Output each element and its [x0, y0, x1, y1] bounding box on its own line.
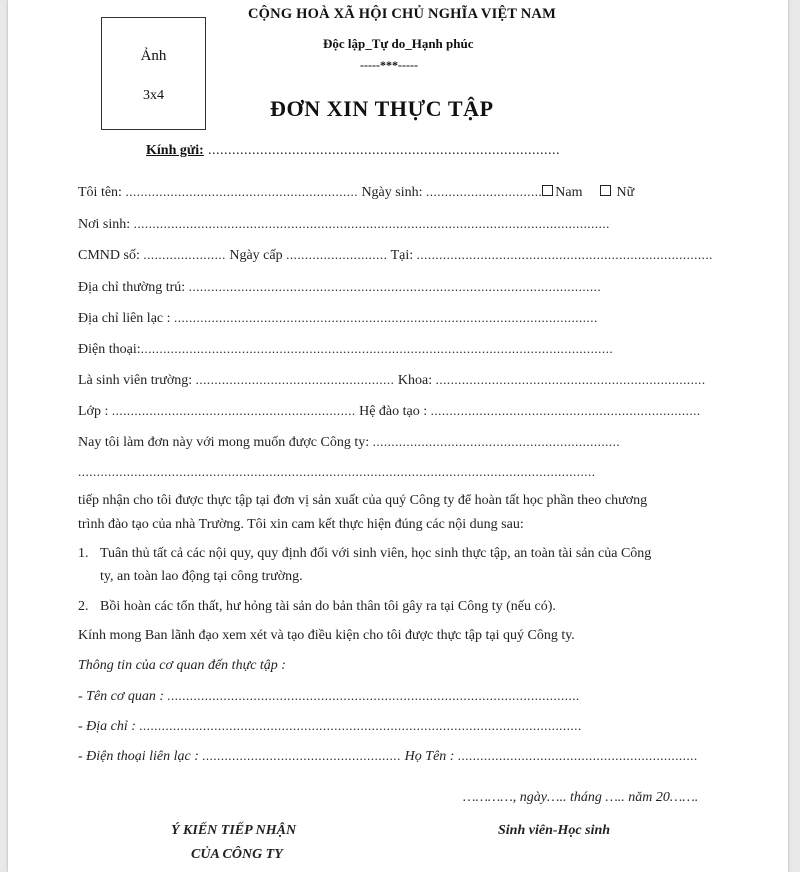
row-contact-address — [78, 310, 598, 327]
row-request — [78, 434, 620, 451]
issue-date-field: ........................... — [286, 247, 388, 262]
request-field: .................................................................. — [372, 434, 621, 449]
commitment-item-1-number: 1. — [78, 546, 89, 561]
photo-label: Ảnh — [140, 48, 167, 64]
program-field: ........................................................................ — [430, 403, 701, 418]
issue-place-label: Tại: — [390, 248, 414, 263]
birthplace-label: Nơi sinh: — [78, 217, 131, 232]
phone-label: Điện thoại: — [78, 342, 141, 357]
id-label: CMND số: — [78, 248, 140, 263]
faculty-label: Khoa: — [397, 373, 433, 388]
row-id-card — [78, 247, 713, 264]
issue-place-field: ............................................................................... — [416, 247, 713, 262]
birthplace-field: ............................................................................................................................... — [133, 216, 610, 231]
faculty-field: ........................................................................ — [435, 372, 706, 387]
closing-sentence: Kính mong Ban lãnh đạo xem xét và tạo điều kiện cho tôi được thực tập tại quý Công ty. — [78, 628, 575, 643]
agency-address-label: - Địa chỉ : — [78, 719, 136, 734]
recipient-label: Kính gửi: — [146, 143, 204, 158]
name-label: Tôi tên: — [78, 185, 122, 200]
document-title: ĐƠN XIN THỰC TẬP — [270, 96, 494, 121]
body-paragraph-line-2: trình đào tạo của nhà Trường. Tôi xin cam kết thực hiện đúng các nội dung sau: — [78, 517, 524, 532]
commitment-item-1-line-2: ty, an toàn lao động tại công trường. — [100, 569, 303, 584]
commitment-item-2-line-1: Bồi hoàn các tổn thất, hư hỏng tài sản do bản thân tôi gây ra tại Công ty (nếu có). — [100, 599, 556, 614]
name-field: .............................................................. — [125, 184, 358, 199]
contact-address-label: Địa chỉ liên lạc : — [78, 311, 171, 326]
request-label: Nay tôi làm đơn này với mong muốn được Công ty: — [78, 435, 370, 450]
row-school — [78, 372, 706, 389]
company-signature-title-1: Ý KIẾN TIẾP NHẬN — [171, 823, 297, 838]
row-phone — [78, 341, 613, 358]
company-signature-title-2: CỦA CÔNG TY — [191, 847, 283, 862]
agency-contact-label: Họ Tên : — [404, 749, 455, 764]
agency-name-field: .............................................................................................................. — [167, 688, 581, 703]
row-agency-address — [78, 718, 582, 735]
issue-date-label: Ngày cấp — [229, 248, 283, 263]
id-field: ...................... — [143, 247, 226, 262]
dob-label: Ngày sinh: — [361, 185, 423, 200]
request-field-continuation: .......................................................................................................................................... — [78, 464, 596, 479]
phone-field: .............................................................................................................................. — [140, 341, 614, 356]
photo-size: 3x4 — [143, 88, 164, 103]
female-label: Nữ — [616, 185, 635, 200]
agency-contact-field: ................................................................ — [457, 748, 698, 763]
perm-address-field: .............................................................................................................. — [188, 279, 602, 294]
body-paragraph-line-1: tiếp nhận cho tôi được thực tập tại đơn vị sản xuất của quý Công ty để hoàn tất học phần theo chương — [78, 493, 648, 508]
commitment-item-1-line-1: Tuân thủ tất cả các nội quy, quy định đối với sinh viên, học sinh thực tập, an toàn tài sản của Công — [100, 546, 652, 561]
row-name — [78, 184, 634, 201]
agency-address-field: ...................................................................................................................... — [139, 718, 582, 733]
class-label: Lớp : — [78, 404, 109, 419]
row-agency-name — [78, 688, 580, 705]
school-field: ..................................................... — [195, 372, 395, 387]
perm-address-label: Địa chỉ thường trú: — [78, 280, 186, 295]
student-signature-title: Sinh viên-Học sinh — [498, 823, 611, 838]
recipient-field: ........................................................................................ — [208, 143, 560, 158]
national-motto: Độc lập_Tự do_Hạnh phúc — [323, 36, 474, 51]
date-line: …………, ngày….. tháng ….. năm 20……. — [463, 790, 699, 805]
agency-phone-label: - Điện thoại liên lạc : — [78, 749, 199, 764]
commitment-item-2-number: 2. — [78, 599, 89, 614]
agency-phone-field: ..................................................... — [202, 748, 402, 763]
row-class — [78, 403, 701, 420]
contact-address-field: ................................................................................................................. — [174, 310, 598, 325]
dob-field: ............................... — [426, 184, 543, 199]
school-label: Là sinh viên trường: — [78, 373, 193, 388]
row-birthplace — [78, 216, 610, 233]
row-permanent-address — [78, 279, 601, 296]
agency-heading: Thông tin của cơ quan đến thực tập : — [78, 658, 286, 673]
agency-name-label: - Tên cơ quan : — [78, 689, 165, 704]
female-checkbox — [600, 185, 611, 196]
program-label: Hệ đào tạo : — [359, 404, 428, 419]
country-name: CỘNG HOÀ XÃ HỘI CHỦ NGHĨA VIỆT NAM — [248, 6, 556, 22]
row-agency-phone — [78, 748, 698, 765]
document-page — [8, 0, 788, 872]
photo-placeholder — [101, 17, 206, 130]
header-separator: -----***----- — [360, 58, 418, 72]
male-label: Nam — [555, 185, 583, 200]
male-checkbox — [542, 185, 553, 196]
class-field: ................................................................. — [111, 403, 356, 418]
